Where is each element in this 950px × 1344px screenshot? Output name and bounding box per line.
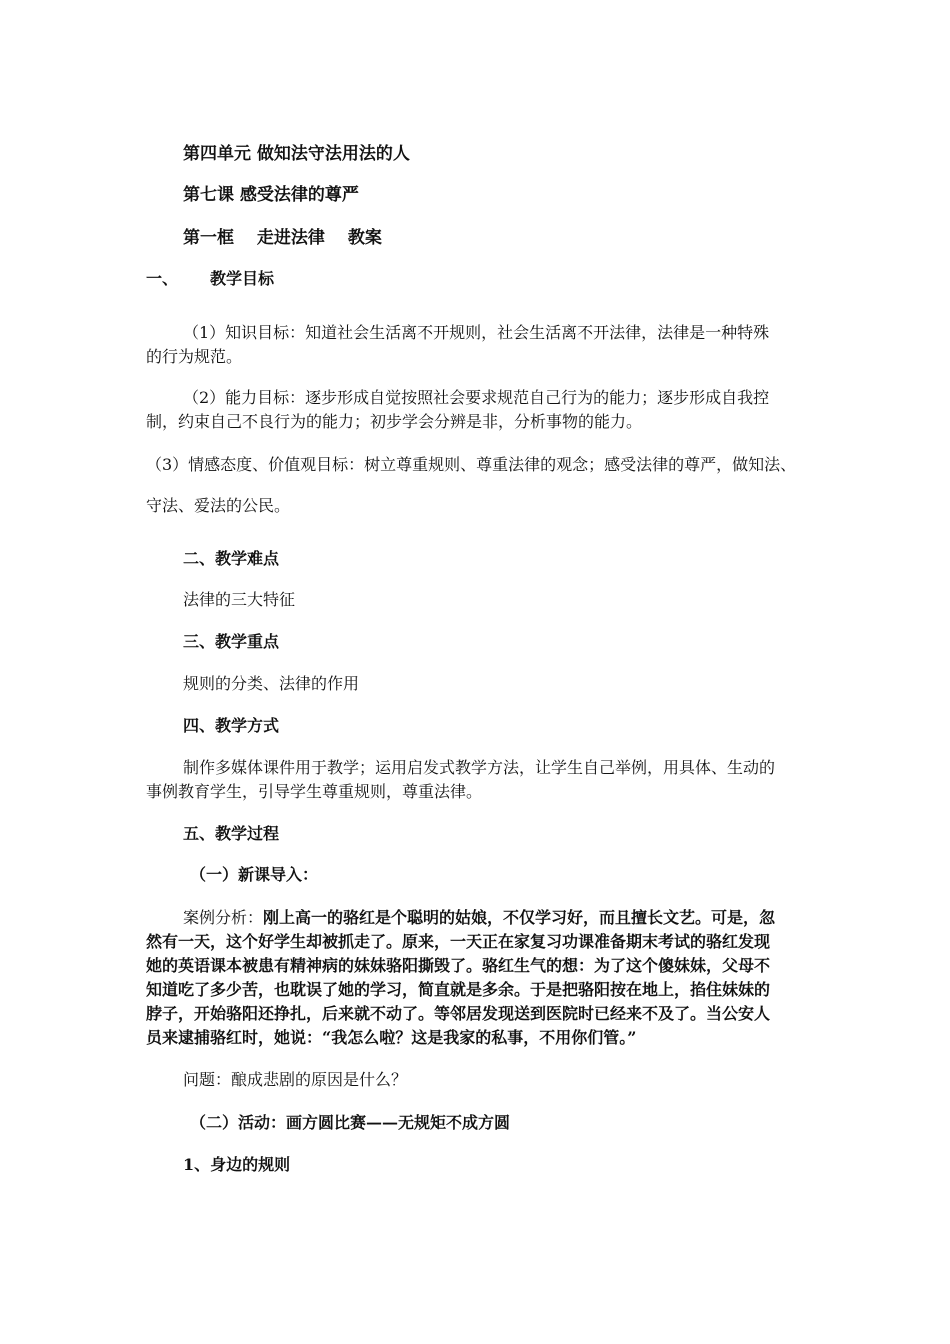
section-4-line1: 制作多媒体课件用于教学；运用启发式教学方法，让学生自己举例，用具体、生动的 — [183, 758, 776, 777]
case-analysis-line2: 然有一天，这个好学生却被抓走了。原来，一天正在家复习功课准备期末考试的骆红发现 — [146, 932, 771, 951]
frame-title: 第一框 走进法律 教案 — [183, 228, 382, 248]
case-analysis-line5: 脖子，开始骆阳还挣扎，后来就不动了。等邻居发现送到医院时已经来不及了。当公安人 — [146, 1004, 771, 1023]
goal-ability-line1: （2）能力目标：逐步形成自觉按照社会要求规范自己行为的能力；逐步形成自我控 — [183, 388, 770, 407]
section-2-body: 法律的三大特征 — [183, 590, 296, 609]
goal-ability-line2: 制，约束自己不良行为的能力；初步学会分辨是非，分析事物的能力。 — [146, 412, 643, 431]
case-analysis-line6: 员来逮捕骆红时，她说：“我怎么啦？这是我家的私事，不用你们管。” — [146, 1028, 637, 1047]
section-4-title: 四、教学方式 — [183, 716, 280, 735]
goal-attitude-line1: （3）情感态度、价值观目标：树立尊重规则、尊重法律的观念；感受法律的尊严，做知法、 — [146, 455, 797, 474]
section-2-title: 二、教学难点 — [183, 549, 280, 568]
goal-knowledge-line1: （1）知识目标：知道社会生活离不开规则，社会生活离不开法律，法律是一种特殊 — [183, 323, 770, 342]
case-analysis-label: 案例分析： — [183, 908, 264, 927]
subsection-rules-title: 1、身边的规则 — [183, 1155, 291, 1174]
section-1-title: 教学目标 — [210, 269, 275, 288]
goal-attitude-line2: 守法、爱法的公民。 — [146, 496, 291, 515]
section-3-title: 三、教学重点 — [183, 632, 280, 651]
section-4-line2: 事例教育学生，引导学生尊重规则，尊重法律。 — [146, 782, 483, 801]
subsection-intro-title: （一）新课导入： — [190, 865, 319, 884]
case-analysis-text-1: 刚上高一的骆红是个聪明的姑娘，不仅学习好，而且擅长文艺。可是，忽 — [263, 908, 776, 927]
section-1-number: 一、 — [146, 269, 179, 288]
goal-knowledge-line2: 的行为规范。 — [146, 347, 243, 366]
lesson-title: 第七课 感受法律的尊严 — [183, 185, 359, 205]
case-analysis-line4: 知道吃了多少苦，也耽误了她的学习，简直就是多余。于是把骆阳按在地上，掐住妹妹的 — [146, 980, 771, 999]
case-analysis-line3: 她的英语课本被患有精神病的妹妹骆阳撕毁了。骆红生气的想：为了这个傻妹妹，父母不 — [146, 956, 771, 975]
section-5-title: 五、教学过程 — [183, 824, 280, 843]
case-analysis-line1 — [183, 907, 775, 929]
case-question: 问题：酿成悲剧的原因是什么？ — [183, 1070, 408, 1089]
subsection-activity-title: （二）活动：画方圆比赛——无规矩不成方圆 — [190, 1113, 511, 1132]
section-3-body: 规则的分类、法律的作用 — [183, 674, 360, 693]
unit-title: 第四单元 做知法守法用法的人 — [183, 144, 410, 164]
